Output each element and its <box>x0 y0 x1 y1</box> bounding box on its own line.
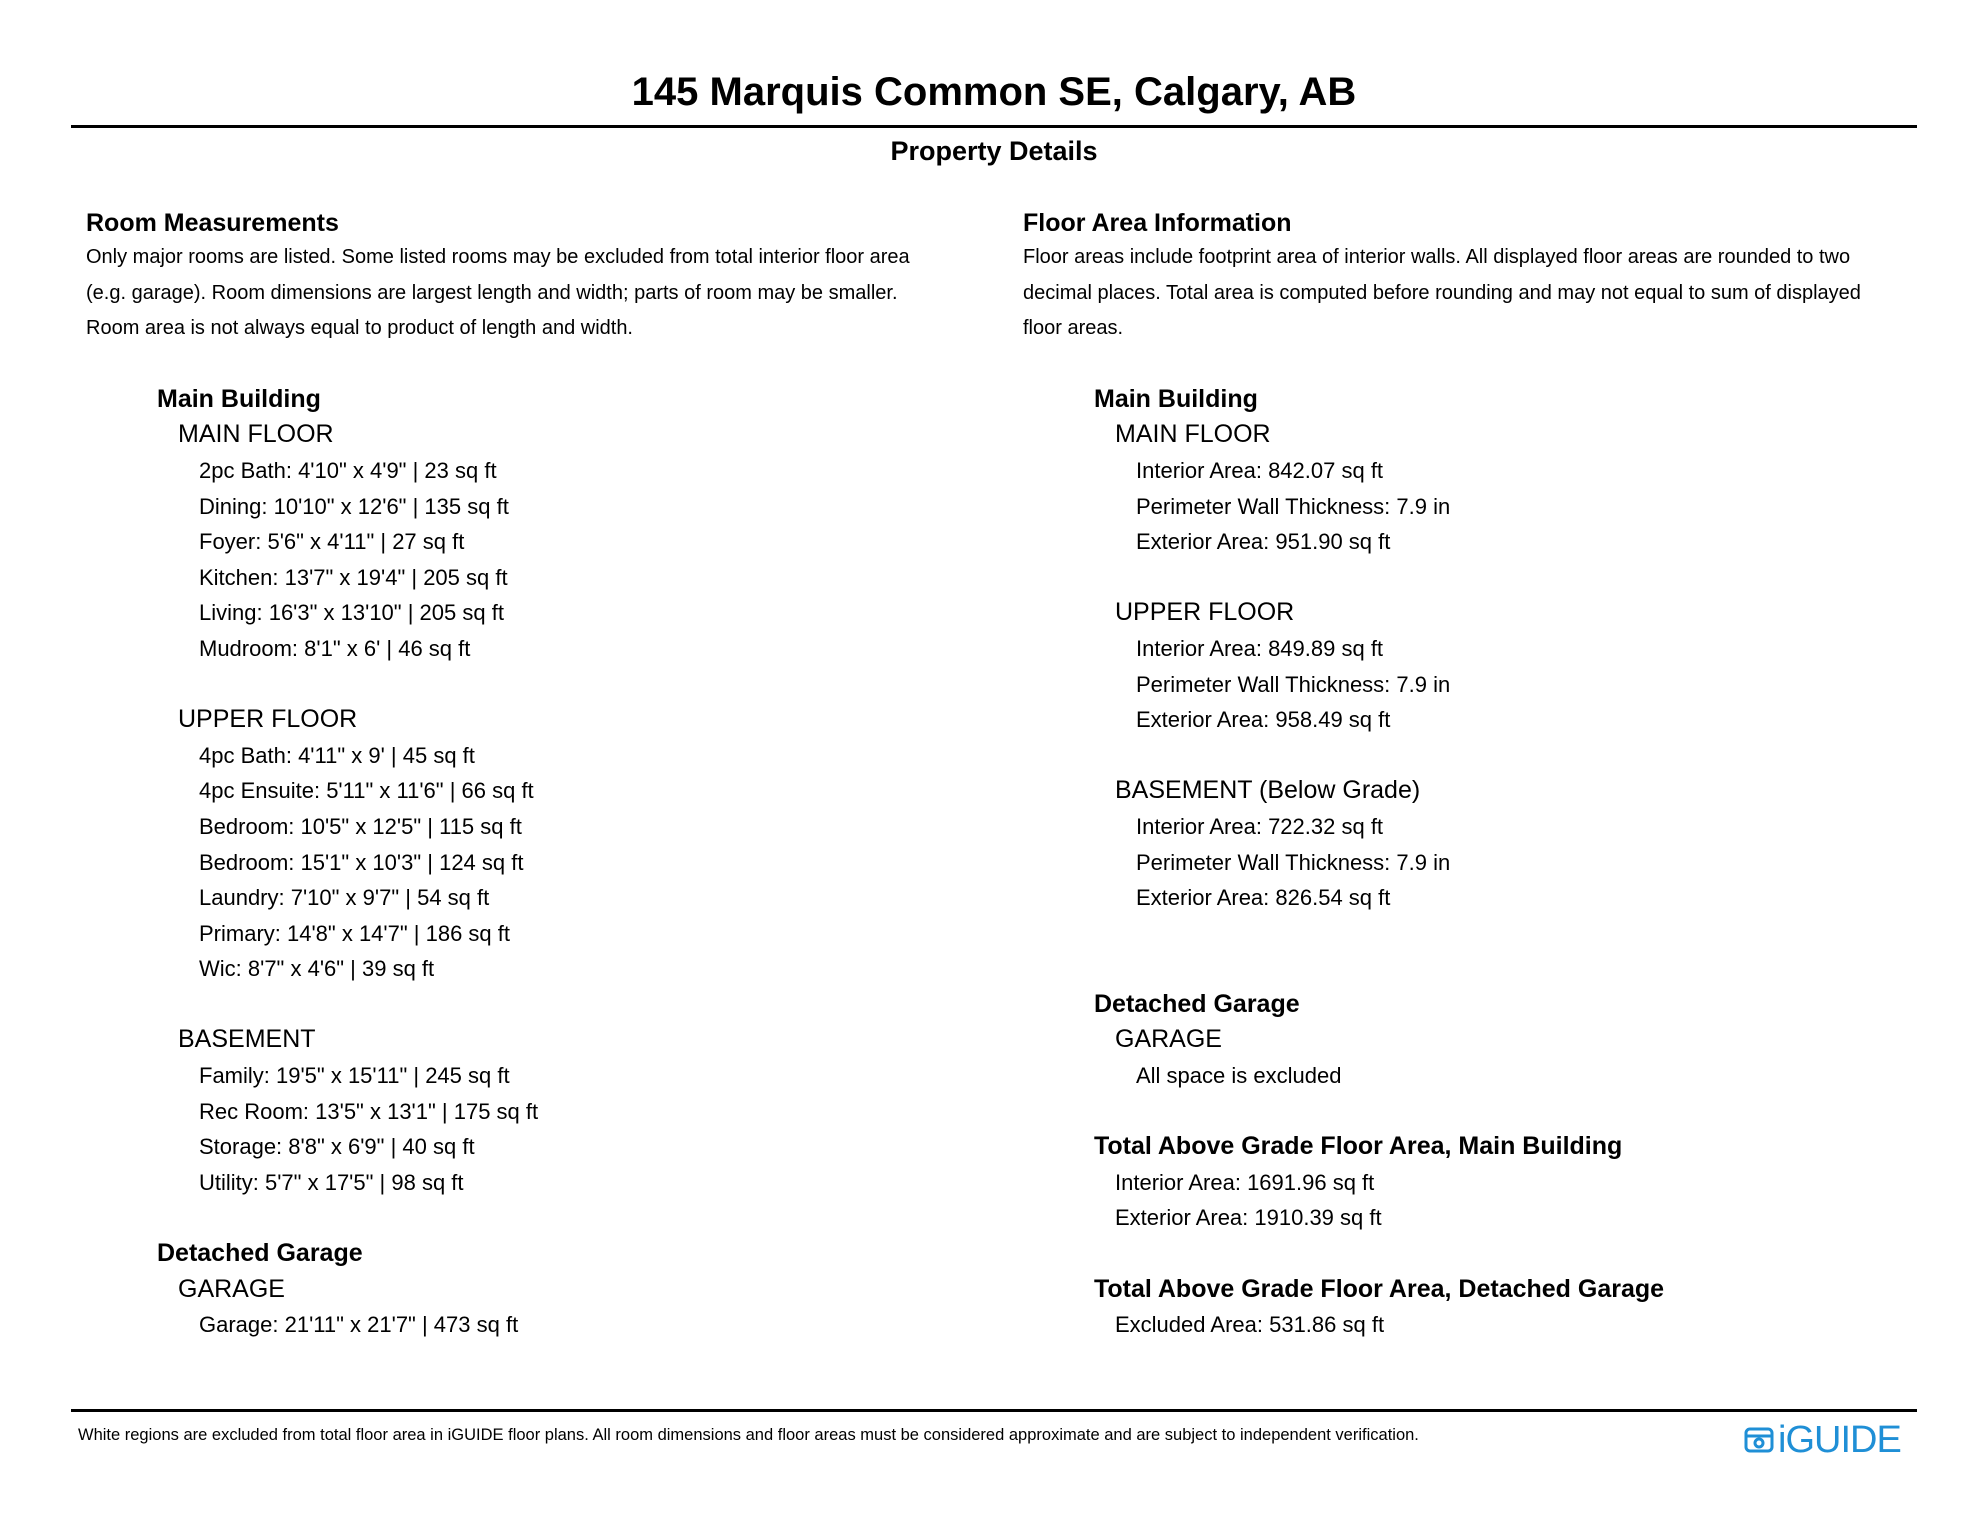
intro-line: Floor areas include footprint area of interior walls. All displayed floor areas are rounded to two <box>1023 246 1851 268</box>
building-label: Main Building <box>1094 384 1258 413</box>
section-heading: Room Measurements <box>86 209 339 237</box>
section-intro <box>1023 240 1923 347</box>
iguide-camera-icon <box>1744 1425 1774 1455</box>
spacer <box>1094 738 1923 774</box>
page-title: 145 Marquis Common SE, Calgary, AB <box>631 70 1357 114</box>
section-heading: Floor Area Information <box>1023 209 1292 237</box>
area-item: Perimeter Wall Thickness: 7.9 in <box>1136 493 1451 519</box>
intro-line: Room area is not always equal to product of length and width. <box>86 317 633 340</box>
room-item: Foyer: 5'6" x 4'11" | 27 sq ft <box>199 529 465 555</box>
intro-line: decimal places. Total area is computed before rounding and may not equal to sum of displayed <box>1023 281 1861 304</box>
area-item: All space is excluded <box>1136 1063 1342 1089</box>
spacer <box>1094 1094 1923 1130</box>
floor-label: BASEMENT (Below Grade) <box>1115 776 1421 805</box>
room-item: Mudroom: 8'1" x 6' | 46 sq ft <box>199 635 471 661</box>
room-item: Primary: 14'8" x 14'7" | 186 sq ft <box>199 920 510 946</box>
footer-disclaimer: White regions are excluded from total floor area in iGUIDE floor plans. All room dimensions and floor areas must be considered approximate and are subject to independent verification. <box>78 1426 1419 1444</box>
area-list <box>1023 382 1923 1343</box>
building-label: Main Building <box>157 384 321 413</box>
room-item: Utility: 5'7" x 17'5" | 98 sq ft <box>199 1169 464 1195</box>
room-item: Family: 19'5" x 15'11" | 245 sq ft <box>199 1063 510 1089</box>
page-subtitle: Property Details <box>890 136 1098 166</box>
area-item: Exterior Area: 958.49 sq ft <box>1136 707 1391 733</box>
building-label: Detached Garage <box>157 1239 363 1268</box>
area-item: Interior Area: 849.89 sq ft <box>1136 635 1384 661</box>
room-list <box>86 382 986 1343</box>
room-item: 4pc Ensuite: 5'11" x 11'6" | 66 sq ft <box>199 778 534 804</box>
intro-line: (e.g. garage). Room dimensions are largest length and width; parts of room may be smaller. <box>86 281 898 304</box>
building-label: Detached Garage <box>1094 989 1300 1018</box>
area-item: Exterior Area: 1910.39 sq ft <box>1115 1205 1382 1231</box>
room-item: Kitchen: 13'7" x 19'4" | 205 sq ft <box>199 564 508 590</box>
spacer <box>1094 916 1923 987</box>
spacer <box>1094 560 1923 596</box>
intro-line: floor areas. <box>1023 317 1124 340</box>
room-item: Bedroom: 15'1" x 10'3" | 124 sq ft <box>199 849 524 875</box>
floor-label: GARAGE <box>178 1274 285 1303</box>
room-item: Dining: 10'10" x 12'6" | 135 sq ft <box>199 493 509 519</box>
floor-area-section <box>1023 206 1923 1343</box>
header-divider <box>71 125 1917 128</box>
floor-label: UPPER FLOOR <box>1115 598 1295 627</box>
intro-line: Only major rooms are listed. Some listed rooms may be excluded from total interior floor area <box>86 246 910 268</box>
spacer <box>157 987 986 1023</box>
area-item: Interior Area: 842.07 sq ft <box>1136 457 1384 483</box>
room-measurements-section <box>86 206 986 1343</box>
spacer <box>157 1200 986 1236</box>
area-item: Interior Area: 1691.96 sq ft <box>1115 1169 1375 1195</box>
spacer <box>1094 1236 1923 1272</box>
spacer <box>157 667 986 703</box>
room-item: Storage: 8'8" x 6'9" | 40 sq ft <box>199 1134 475 1160</box>
room-item: Rec Room: 13'5" x 13'1" | 175 sq ft <box>199 1098 539 1124</box>
room-item: Wic: 8'7" x 4'6" | 39 sq ft <box>199 956 435 982</box>
area-item: Excluded Area: 531.86 sq ft <box>1115 1312 1385 1338</box>
room-item: 2pc Bath: 4'10" x 4'9" | 23 sq ft <box>199 457 497 483</box>
area-item: Exterior Area: 951.90 sq ft <box>1136 529 1391 555</box>
floor-label: BASEMENT <box>178 1025 316 1054</box>
room-item: Living: 16'3" x 13'10" | 205 sq ft <box>199 600 504 626</box>
floor-label: MAIN FLOOR <box>178 420 334 449</box>
area-item: Interior Area: 722.32 sq ft <box>1136 813 1384 839</box>
floor-label: MAIN FLOOR <box>1115 420 1271 449</box>
area-item: Perimeter Wall Thickness: 7.9 in <box>1136 849 1451 875</box>
logo-text: iGUIDE <box>1778 1419 1901 1461</box>
floor-label: GARAGE <box>1115 1025 1222 1054</box>
section-intro <box>86 240 986 347</box>
floor-label: UPPER FLOOR <box>178 705 358 734</box>
area-item: Perimeter Wall Thickness: 7.9 in <box>1136 671 1451 697</box>
room-item: Bedroom: 10'5" x 12'5" | 115 sq ft <box>199 813 522 839</box>
room-item: Laundry: 7'10" x 9'7" | 54 sq ft <box>199 885 490 911</box>
footer-divider <box>71 1409 1917 1412</box>
total-label: Total Above Grade Floor Area, Detached Garage <box>1094 1274 1665 1303</box>
area-item: Exterior Area: 826.54 sq ft <box>1136 885 1391 911</box>
room-item: Garage: 21'11" x 21'7" | 473 sq ft <box>199 1312 519 1338</box>
room-item: 4pc Bath: 4'11" x 9' | 45 sq ft <box>199 742 475 768</box>
iguide-logo <box>1744 1420 1901 1460</box>
total-label: Total Above Grade Floor Area, Main Building <box>1094 1132 1623 1161</box>
